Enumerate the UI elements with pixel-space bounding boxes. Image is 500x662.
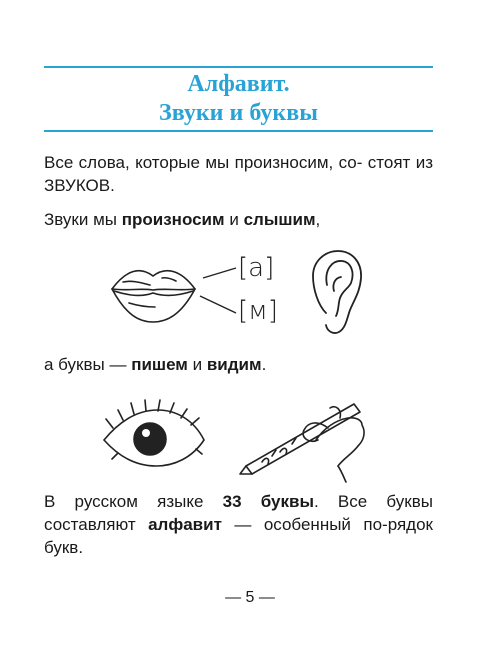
paragraph-4-text-a: В русском языке [44,492,204,511]
title-line-2: Звуки и буквы [159,100,318,126]
page-number: — 5 — [225,589,275,606]
eye-icon [104,400,204,466]
sound-m-box: [м] [238,296,278,326]
writing-hand-icon [240,404,364,482]
paragraph-1-line-1: Все слова, которые мы произносим, со- [44,153,363,172]
paragraph-2-bold-hear: слышим [243,210,316,229]
paragraph-4-text-c: — особенный по-рядок букв. [44,515,433,557]
paragraph-2-bold-pronounce: произносим [121,210,225,229]
paragraph-3-text-b: и [192,355,203,374]
title-line-1: Алфавит. [187,71,290,97]
paragraph-3-bold-write: пишем [131,355,188,374]
paragraph-3-text-a: а буквы — [44,355,127,374]
paragraph-4-bold-count: 33 буквы [222,492,314,511]
paragraph-3-bold-see: видим [206,355,262,374]
paragraph-alphabet [44,490,433,559]
paragraph-1-line-2: стоят из ЗВУКОВ. [44,153,433,195]
paragraph-2-text-c: , [315,210,321,229]
sound-a-box: [а] [238,253,275,283]
paragraph-2-text-a: Звуки мы [44,210,117,229]
paragraph-4-text-b: . Все буквы составляют [44,492,433,534]
paragraph-2-text-b: и [229,210,239,229]
paragraph-4-bold-alphabet: алфавит [148,515,222,534]
paragraph-3-text-c: . [261,355,267,374]
